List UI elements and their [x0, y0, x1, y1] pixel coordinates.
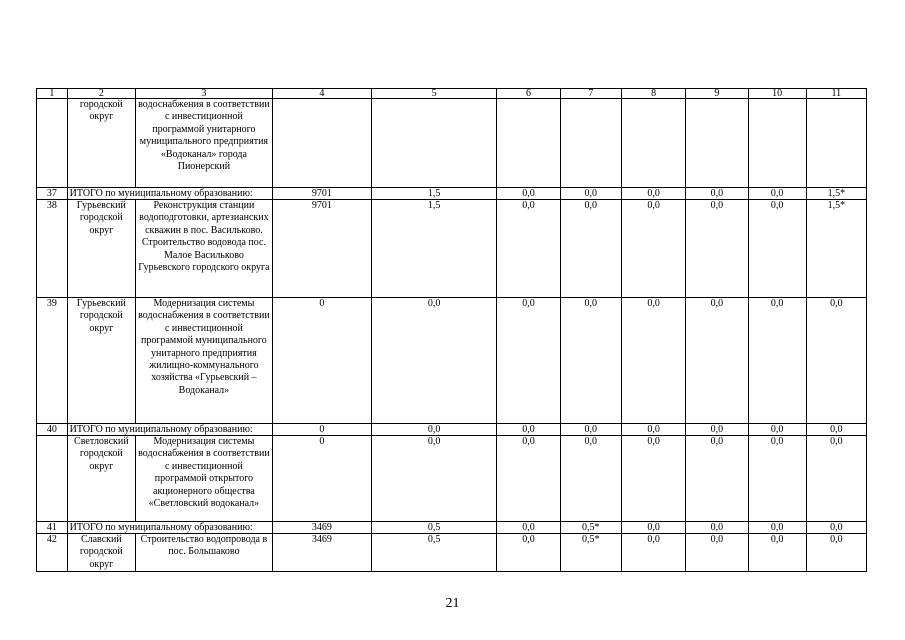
value-cell: 0,0: [686, 424, 748, 436]
header-cell: 1: [37, 89, 68, 99]
value-cell: 0,0: [806, 424, 866, 436]
total-label-cell: ИТОГО по муниципальному образованию:: [67, 424, 272, 436]
header-cell: 7: [560, 89, 621, 99]
value-cell: 0,0: [748, 200, 806, 298]
value-cell: 0,0: [621, 534, 685, 572]
value-cell: 0,5*: [560, 534, 621, 572]
value-cell: 0,0: [806, 298, 866, 424]
row-number-cell: 41: [37, 522, 68, 534]
row-number-cell: [37, 436, 68, 522]
value-cell: 1,5: [371, 200, 497, 298]
district-cell: Светловский городской округ: [67, 436, 135, 522]
value-cell: 0,0: [748, 436, 806, 522]
district-cell: Славский городской округ: [67, 534, 135, 572]
value-cell: 0,0: [806, 534, 866, 572]
page-number: 21: [445, 596, 460, 611]
value-cell: 0,0: [621, 200, 685, 298]
table-row: [37, 436, 867, 522]
value-cell: 0,0: [560, 298, 621, 424]
measure-cell: Модернизация системы водоснабжения в соответствии с инвестиционной программой открытого акционерного общества «Светловский водоканал»: [136, 436, 273, 522]
row-number-cell: [37, 99, 68, 188]
value-cell: [371, 99, 497, 188]
value-cell: 0,0: [686, 534, 748, 572]
value-cell: [272, 99, 371, 188]
value-cell: [748, 99, 806, 188]
value-cell: 0: [272, 298, 371, 424]
value-cell: 0,0: [748, 424, 806, 436]
table-row: [37, 534, 867, 572]
value-cell: 0,0: [621, 522, 685, 534]
district-cell: Гурьевский городской округ: [67, 298, 135, 424]
value-cell: 9701: [272, 200, 371, 298]
measure-cell: Строительство водопровода в пос. Большаково: [136, 534, 273, 572]
value-cell: 0,0: [686, 436, 748, 522]
value-cell: [806, 99, 866, 188]
value-cell: 0,0: [621, 298, 685, 424]
row-number-cell: 38: [37, 200, 68, 298]
value-cell: 0,0: [686, 522, 748, 534]
value-cell: 0,0: [497, 298, 560, 424]
value-cell: 0,0: [806, 522, 866, 534]
total-row: [37, 188, 867, 200]
data-table: [36, 88, 867, 572]
value-cell: 3469: [272, 534, 371, 572]
value-cell: 0,0: [497, 534, 560, 572]
value-cell: [560, 99, 621, 188]
header-cell: 6: [497, 89, 560, 99]
value-cell: 0,0: [497, 188, 560, 200]
header-cell: 9: [686, 89, 748, 99]
value-cell: 0,0: [806, 436, 866, 522]
header-cell: 3: [136, 89, 273, 99]
value-cell: 0,0: [560, 188, 621, 200]
value-cell: 0,0: [748, 534, 806, 572]
row-number-cell: 40: [37, 424, 68, 436]
total-label-cell: ИТОГО по муниципальному образованию:: [67, 522, 272, 534]
value-cell: 0,0: [621, 188, 685, 200]
value-cell: 0,5: [371, 534, 497, 572]
row-number-cell: 37: [37, 188, 68, 200]
value-cell: 0,0: [497, 522, 560, 534]
value-cell: 1,5: [371, 188, 497, 200]
value-cell: 0: [272, 424, 371, 436]
total-label-cell: ИТОГО по муниципальному образованию:: [67, 188, 272, 200]
value-cell: 0,5*: [560, 522, 621, 534]
value-cell: 9701: [272, 188, 371, 200]
value-cell: 0,0: [560, 200, 621, 298]
value-cell: 0,0: [621, 436, 685, 522]
value-cell: 0,0: [686, 188, 748, 200]
table-row: [37, 200, 867, 298]
table-row: [37, 99, 867, 188]
header-cell: 5: [371, 89, 497, 99]
value-cell: 1,5*: [806, 188, 866, 200]
value-cell: 0,0: [371, 436, 497, 522]
header-cell: 8: [621, 89, 685, 99]
table-header-row: [37, 89, 867, 99]
value-cell: 0,0: [371, 424, 497, 436]
value-cell: [497, 99, 560, 188]
value-cell: 0,0: [748, 188, 806, 200]
value-cell: [686, 99, 748, 188]
table-row: [37, 298, 867, 424]
value-cell: 0,0: [497, 436, 560, 522]
value-cell: 0,0: [497, 200, 560, 298]
header-cell: 4: [272, 89, 371, 99]
value-cell: 0,0: [497, 424, 560, 436]
value-cell: 0,0: [686, 298, 748, 424]
total-row: [37, 424, 867, 436]
value-cell: 1,5*: [806, 200, 866, 298]
row-number-cell: 42: [37, 534, 68, 572]
value-cell: 0,0: [748, 522, 806, 534]
header-cell: 2: [67, 89, 135, 99]
district-cell: городской округ: [67, 99, 135, 188]
district-cell: Гурьевский городской округ: [67, 200, 135, 298]
total-row: [37, 522, 867, 534]
header-cell: 10: [748, 89, 806, 99]
value-cell: 0,0: [560, 424, 621, 436]
header-cell: 11: [806, 89, 866, 99]
measure-cell: Модернизация системы водоснабжения в соответствии с инвестиционной программой муниципального унитарного предприятия жилищно-коммунального хозяйства «Гурьевский – Водоканал»: [136, 298, 273, 424]
row-number-cell: 39: [37, 298, 68, 424]
value-cell: 0,0: [748, 298, 806, 424]
value-cell: 0,0: [560, 436, 621, 522]
measure-cell: Реконструкция станции водоподготовки, артезианских скважин в пос. Васильково. Строительство водовода пос. Малое Васильково Гурьевского городского округа: [136, 200, 273, 298]
value-cell: [621, 99, 685, 188]
value-cell: 0,5: [371, 522, 497, 534]
measure-cell: водоснабжения в соответствии с инвестиционной программой унитарного муниципального предприятия «Водоканал» города Пионерский: [136, 99, 273, 188]
value-cell: 0,0: [621, 424, 685, 436]
value-cell: 0: [272, 436, 371, 522]
value-cell: 0,0: [686, 200, 748, 298]
value-cell: 0,0: [371, 298, 497, 424]
value-cell: 3469: [272, 522, 371, 534]
